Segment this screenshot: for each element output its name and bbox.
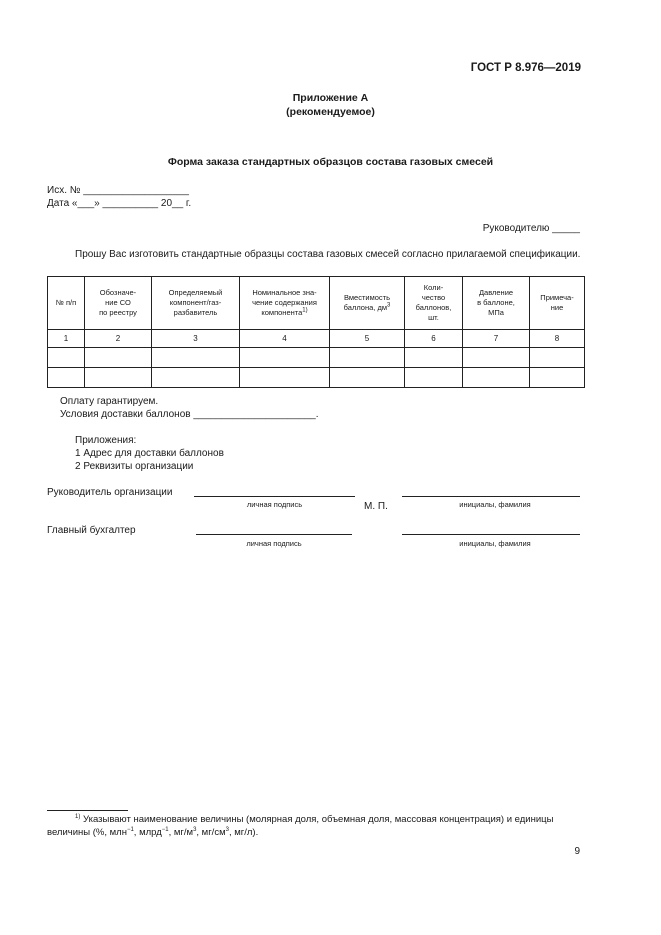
accountant-signature-line (196, 534, 352, 535)
column-number: 7 (463, 330, 530, 348)
accountant-initials-line (402, 534, 580, 535)
signature-hint: личная подпись (246, 500, 303, 509)
footnote-line-1: $^{1)}$ Указывают наименование величины (молярная доля, объемная доля, массовая концентрация) и единицы (75, 813, 554, 825)
header-cell: Вместимость баллона, $дм^3$ (330, 277, 405, 330)
stamp-place: М. П. (364, 501, 388, 512)
initials-hint: инициалы, фамилия (459, 500, 531, 509)
delivery-conditions: Условия доставки баллонов ______________________. (60, 409, 319, 420)
outgoing-number: Исх. № ___________________ (47, 185, 189, 196)
footnote-mark: 1) (75, 813, 81, 820)
header-cell: Коли- чество баллонов, шт. (405, 277, 463, 330)
request-text: Прошу Вас изготовить стандартные образцы состава газовых смесей согласно прилагаемой спецификации. (75, 249, 581, 260)
header-cell: Примеча- ние (530, 277, 585, 330)
table-row (48, 368, 585, 388)
signature-hint: личная подпись (246, 539, 302, 548)
column-number: 1 (48, 330, 85, 348)
header-cell: Давление в баллоне, МПа (463, 277, 530, 330)
head-initials-line (402, 496, 580, 497)
column-number: 4 (240, 330, 330, 348)
head-signature-line (194, 496, 355, 497)
column-number: 8 (530, 330, 585, 348)
payment-guarantee: Оплату гарантируем. (60, 396, 159, 407)
date-line: Дата «___» __________ 20__ г. (47, 198, 192, 209)
appendix-title: Приложение А (292, 92, 369, 104)
column-number: 5 (330, 330, 405, 348)
table-row (48, 348, 585, 368)
appendix-subtitle: (рекомендуемое) (286, 106, 375, 118)
header-cell: Номинальное зна- чение содержания компонента$^{1)}$ (240, 277, 330, 330)
footnote-separator (47, 810, 128, 811)
footnote-line-2: величины (%, млн$^{-1}$, млрд$^{-1}$, $мг/м^3$, $мг/см^3$, мг/л). (47, 826, 259, 838)
form-title: Форма заказа стандартных образцов состава газовых смесей (167, 156, 494, 168)
column-number: 6 (405, 330, 463, 348)
attachment-item: 1 Адрес для доставки баллонов (75, 448, 224, 459)
column-number: 3 (152, 330, 240, 348)
footnote-ref: 1) (302, 307, 308, 314)
specification-table (47, 276, 585, 388)
attachment-item: 2 Реквизиты организации (75, 461, 194, 472)
header-cell: Обозначе- ние СО по реестру (85, 277, 152, 330)
attachments-title: Приложения: (75, 435, 137, 446)
document-code: ГОСТ Р 8.976—2019 (470, 62, 581, 74)
column-number: 2 (85, 330, 152, 348)
page-number: 9 (574, 846, 580, 857)
accountant-signature-label: Главный бухгалтер (47, 525, 136, 536)
table-header-row (48, 277, 585, 330)
head-signature-label: Руководитель организации (47, 487, 173, 498)
addressee: Руководителю _____ (482, 223, 580, 234)
header-cell: Определяемый компонент/газ- разбавитель (152, 277, 240, 330)
initials-hint: инициалы, фамилия (459, 539, 531, 548)
column-number-row (48, 330, 585, 348)
header-cell: № п/п (48, 277, 85, 330)
